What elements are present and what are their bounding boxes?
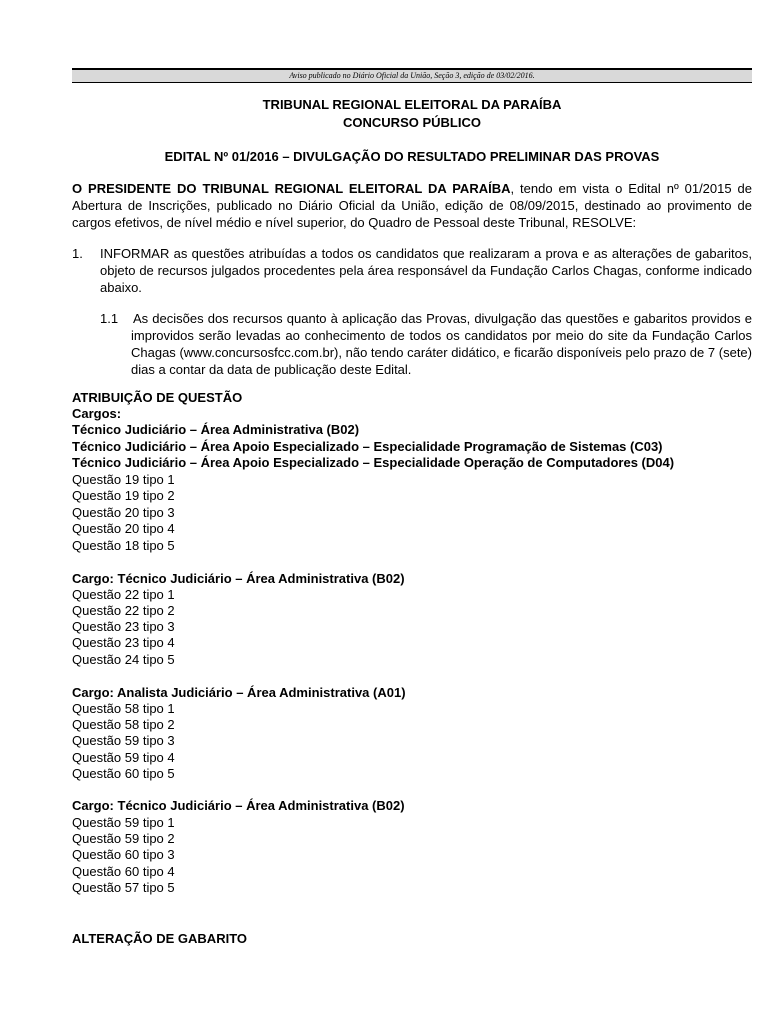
question-line: Questão 23 tipo 3 bbox=[72, 619, 175, 634]
question-line: Questão 60 tipo 5 bbox=[72, 766, 175, 781]
section-gabarito-title: ALTERAÇÃO DE GABARITO bbox=[72, 931, 248, 946]
intro-lead: O PRESIDENTE DO TRIBUNAL REGIONAL ELEITORAL DA PARAÍBA bbox=[72, 181, 511, 196]
question-line: Questão 24 tipo 5 bbox=[72, 652, 175, 667]
item-1-1-text: As decisões dos recursos quanto à aplicação das Provas, divulgação das questões e gabaritos providos e improvidos serão levadas ao conhecimento de todos os candidatos por meio do site da Fundação Carlos Chagas (www.concursosfcc.com.br), não tendo caráter didático, e ficarão disponíveis pelo prazo de 7 (sete) dias a contar da data de publicação deste Edital. bbox=[131, 311, 752, 377]
section-atribuicao-title: ATRIBUIÇÃO DE QUESTÃO bbox=[72, 390, 243, 405]
question-line: Questão 59 tipo 1 bbox=[72, 815, 175, 830]
publication-notice: Aviso publicado no Diário Oficial da União, Seção 3, edição de 03/02/2016. bbox=[72, 68, 752, 83]
intro-paragraph bbox=[72, 180, 752, 231]
item-1-number: 1. bbox=[72, 246, 83, 261]
cargo-line: Técnico Judiciário – Área Administrativa (B02) bbox=[72, 422, 360, 437]
org-title: TRIBUNAL REGIONAL ELEITORAL DA PARAÍBA bbox=[262, 97, 562, 112]
cargos-label: Cargos: bbox=[72, 406, 122, 421]
cargo-heading: Cargo: Técnico Judiciário – Área Administrativa (B02) bbox=[72, 571, 405, 586]
question-line: Questão 58 tipo 2 bbox=[72, 717, 175, 732]
cargo-heading: Cargo: Analista Judiciário – Área Administrativa (A01) bbox=[72, 685, 406, 700]
cargo-heading: Cargo: Técnico Judiciário – Área Administrativa (B02) bbox=[72, 798, 405, 813]
question-line: Questão 19 tipo 1 bbox=[72, 472, 175, 487]
intro-text: , tendo em vista o Edital nº 01/2015 de Abertura de Inscrições, publicado no Diário Oficial da União, edição de 08/09/2015, destinado ao provimento de cargos efetivos, de nível médio e nível superior, do Quadro de Pessoal deste Tribunal, RESOLVE: bbox=[72, 181, 752, 230]
edital-title: EDITAL Nº 01/2016 – DIVULGAÇÃO DO RESULTADO PRELIMINAR DAS PROVAS bbox=[164, 149, 660, 164]
cargo-line: Técnico Judiciário – Área Apoio Especializado – Especialidade Programação de Sistemas (C03) bbox=[72, 439, 663, 454]
question-line: Questão 59 tipo 3 bbox=[72, 733, 175, 748]
question-line: Questão 59 tipo 4 bbox=[72, 750, 175, 765]
question-line: Questão 59 tipo 2 bbox=[72, 831, 175, 846]
question-line: Questão 60 tipo 4 bbox=[72, 864, 175, 879]
cargo-line: Técnico Judiciário – Área Apoio Especializado – Especialidade Operação de Computadores (D04) bbox=[72, 455, 675, 470]
item-1-text: INFORMAR as questões atribuídas a todos os candidatos que realizaram a prova e as alterações de gabaritos, objeto de recursos julgados procedentes pela área responsável da Fundação Carlos Chagas, conforme indicado abaixo. bbox=[100, 246, 752, 295]
contest-subtitle: CONCURSO PÚBLICO bbox=[343, 115, 481, 130]
question-line: Questão 18 tipo 5 bbox=[72, 538, 175, 553]
item-1-1-number: 1.1 bbox=[100, 311, 119, 326]
question-line: Questão 57 tipo 5 bbox=[72, 880, 175, 895]
question-line: Questão 22 tipo 2 bbox=[72, 603, 175, 618]
question-line: Questão 20 tipo 3 bbox=[72, 505, 175, 520]
question-line: Questão 22 tipo 1 bbox=[72, 587, 175, 602]
question-line: Questão 19 tipo 2 bbox=[72, 488, 175, 503]
question-line: Questão 23 tipo 4 bbox=[72, 635, 175, 650]
question-line: Questão 58 tipo 1 bbox=[72, 701, 175, 716]
question-line: Questão 60 tipo 3 bbox=[72, 847, 175, 862]
question-line: Questão 20 tipo 4 bbox=[72, 521, 175, 536]
